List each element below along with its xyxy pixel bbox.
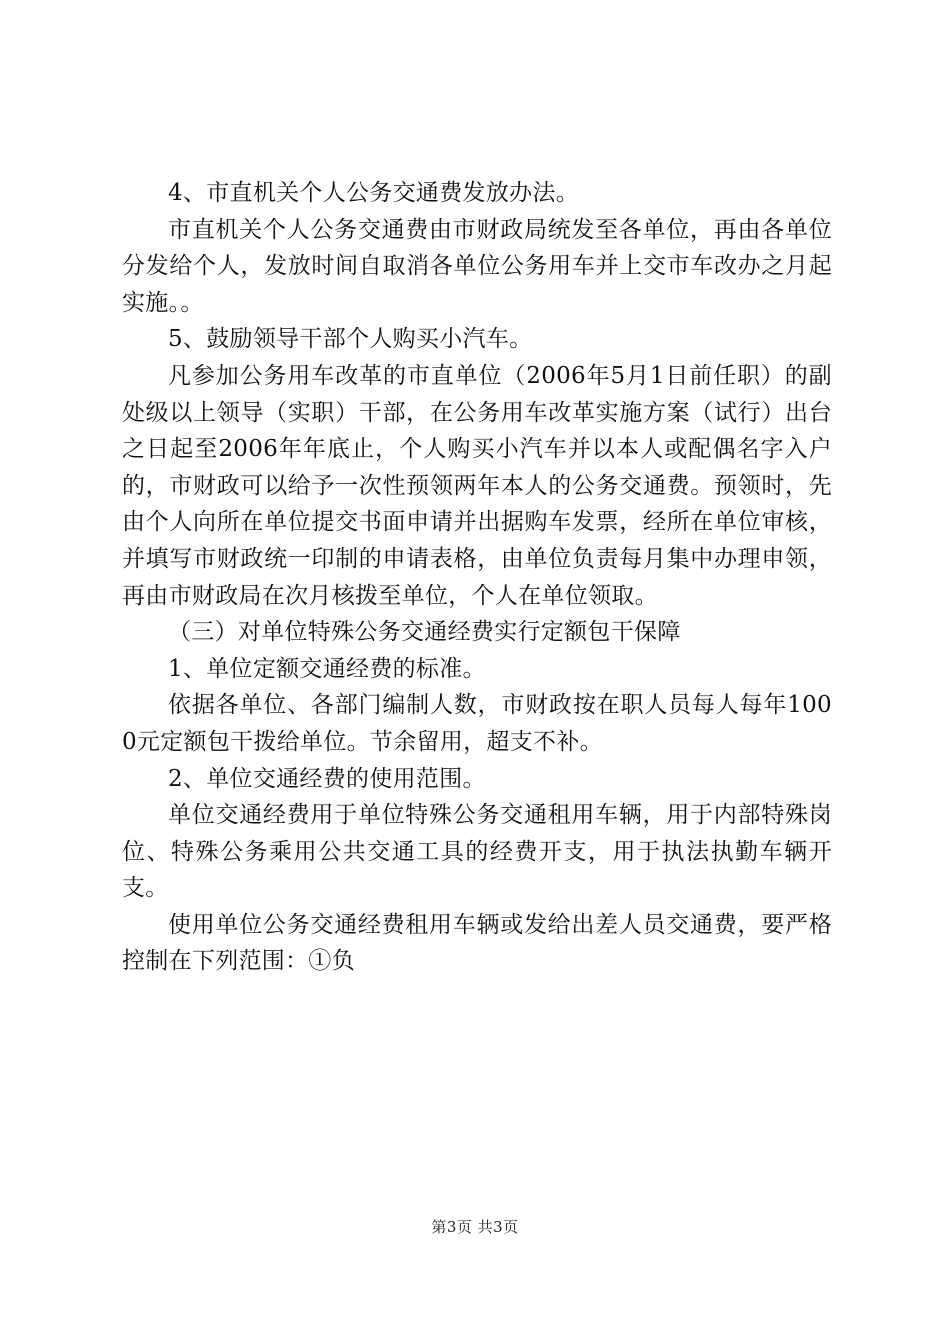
paragraph-item-1-heading: 1、单位定额交通经费的标准。 <box>168 655 486 682</box>
paragraph-usage-scope: 单位交通经费用于单位特殊公务交通租用车辆，用于内部特殊岗位、特殊公务乘用公共交通工具的经费开支，用于执法执勤车辆开支。 <box>122 802 832 902</box>
paragraph-section-3-heading: （三）对单位特殊公务交通经费实行定额包干保障 <box>168 619 681 646</box>
paragraph-item-5-heading: 5、鼓励领导干部个人购买小汽车。 <box>168 326 533 353</box>
page-number-footer: 第3页 共3页 <box>431 1218 519 1236</box>
paragraph-item-4-heading: 4、市直机关个人公务交通费发放办法。 <box>168 180 580 206</box>
paragraph-car-purchase-policy: 凡参加公务用车改革的市直单位（2006年5月1日前任职）的副处级以上领导（实职）干部，在公务用车改革实施方案（试行）出台之日起至2006年年底止，个人购买小汽车并以本人或配偶名字入户的，市财政可以给予一次性预领两年本人的公务交通费。预领时，先由个人向所在单位提交书面申请并出据购车发票，经所在单位审核，并填写市财政统一印制的申请表格，由单位负责每月集中办理申领，再由市财政局在次月核拨至单位，个人在单位领取。 <box>122 362 832 609</box>
document-body <box>122 175 832 980</box>
paragraph-quota-standard: 依据各单位、各部门编制人数，市财政按在职人员每人每年1000元定额包干拨给单位。节余留用，超支不补。 <box>122 692 832 755</box>
paragraph-item-2-heading: 2、单位交通经费的使用范围。 <box>168 765 486 792</box>
paragraph-personal-fee-distribution: 市直机关个人公务交通费由市财政局统发至各单位，再由各单位分发给个人，发放时间自取消各单位公务用车并上交市车改办之月起实施。。 <box>122 216 832 316</box>
paragraph-usage-restriction: 使用单位公务交通经费租用车辆或发给出差人员交通费，要严格控制在下列范围：①负 <box>122 911 832 975</box>
